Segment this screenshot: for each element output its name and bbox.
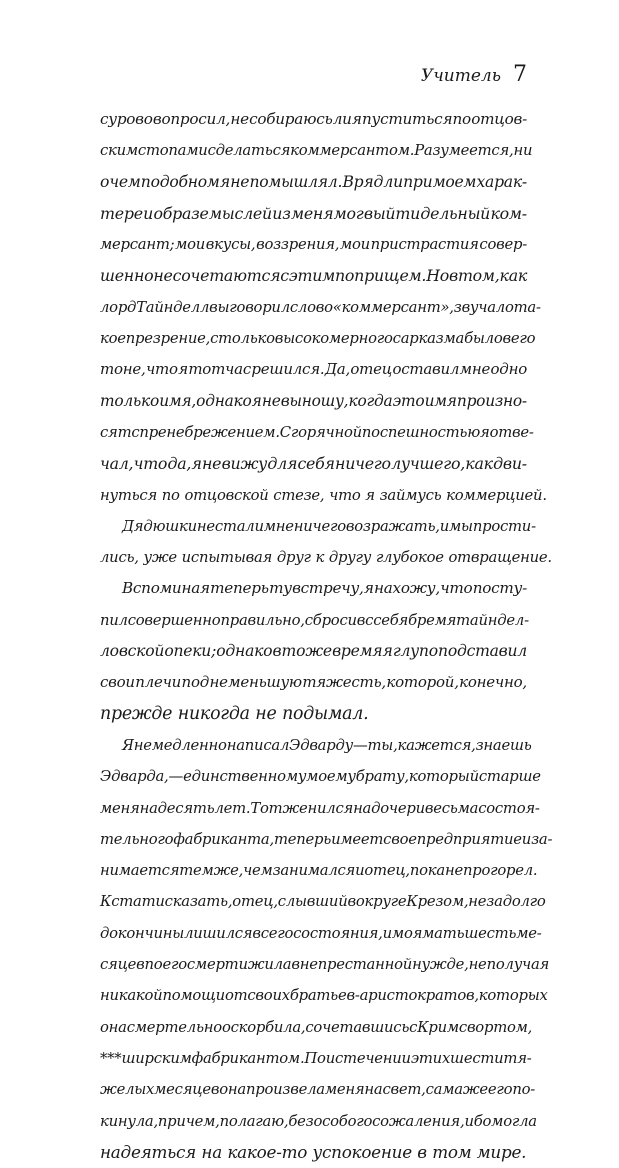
text-line: только имя, однако я не выношу, когда это имя произно- (100, 391, 527, 410)
text-line: нимается тем же, чем занимался и отец, пока не прогорел. (100, 862, 538, 880)
text-line: кинула, причем, полагаю, без особого сожаления, ибо могла (100, 1112, 537, 1130)
text-line: надеяться на какое-то успокоение в том мире. (100, 1141, 527, 1162)
paragraph (100, 104, 547, 511)
text-line: тельного фабриканта, теперь имеет свое предприятие и за- (100, 830, 553, 848)
text-line: свои плечи под не меньшую тяжесть, которой, конечно, (100, 673, 527, 692)
text-line: сурово вопросил, не собираюсь ли я пуститься по отцов- (100, 110, 527, 128)
text-line: сят с пренебрежением. С горячной поспешностью я отве- (100, 423, 534, 441)
text-line: прежде никогда не подымал. (100, 703, 369, 724)
text-line: Дядюшки не стали мне ничего возражать, и мы прости- (122, 517, 536, 535)
text-line: нуться по отцовской стезе, что я займусь коммерцией. (100, 486, 547, 504)
text-line: кое презрение, столько высокомерного сарказма было в его (100, 330, 536, 348)
text-line: сяцев по его смерти жила в непрестанной нужде, не получая (100, 956, 550, 974)
text-line: Кстати сказать, отец, слывший в округе Крезом, незадолго (100, 893, 546, 911)
text-line: ским стопам и сделаться коммерсантом. Разумеется, ни (100, 142, 533, 160)
text-line: Вспоминая теперь ту встречу, я нахожу, что посту- (122, 579, 527, 598)
text-line: желых месяцев она произвела меня на свет, сама же его по- (100, 1081, 536, 1099)
text-line: никакой помощи от своих братьев-аристократов, которых (100, 987, 548, 1005)
text-line: лорд Тайнделл выговорил слово «коммерсант», звучало та- (100, 298, 541, 316)
paragraph (100, 511, 552, 574)
text-line: до кончины лишился всего состояния, и моя мать шесть ме- (100, 924, 542, 942)
text-line: ***ширским фабрикантом. По истечении этих шести тя- (100, 1049, 532, 1067)
text-line: ловской опеки; однако в то же время я глупо подставил (100, 642, 527, 661)
text-line: Я немедленно написал Эдварду — ты, кажется, знаешь (122, 736, 532, 754)
text-line: меня на десять лет. Тот женился на дочери весьма состоя- (100, 799, 540, 817)
running-head (421, 62, 527, 87)
text-line: о чем подобном я не помышлял. Вряд ли при моем харак- (100, 172, 527, 191)
text-line: она смертельно оскорбила, сочетавшись с Кримсвортом, (100, 1018, 533, 1036)
paragraph (100, 730, 553, 1168)
running-title: Учитель (420, 66, 501, 86)
page-number: 7 (513, 62, 527, 87)
text-line: пил совершенно правильно, сбросив с себя бремя тайндел- (100, 611, 529, 629)
text-line: Эдварда, — единственному моему брату, который старше (100, 768, 541, 786)
text-line: шенно не сочетаются с этим поприщем. Но в том, как (100, 266, 528, 286)
text-line: тоне, что я тотчас решился. Да, отец оставил мне одно (100, 360, 527, 379)
paragraph (100, 573, 527, 729)
text-line: лись, уже испытывая друг к другу глубокое отвращение. (100, 549, 552, 567)
body-text (100, 104, 553, 1168)
text-line: мерсант; мои вкусы, воззрения, мои пристрастия совер- (100, 236, 527, 254)
text-line: тере и образе мыслей из меня мог выйти дельный ком- (100, 203, 527, 223)
text-line: чал, что да, я не вижу для себя ничего лучшего, как дви- (100, 454, 527, 474)
